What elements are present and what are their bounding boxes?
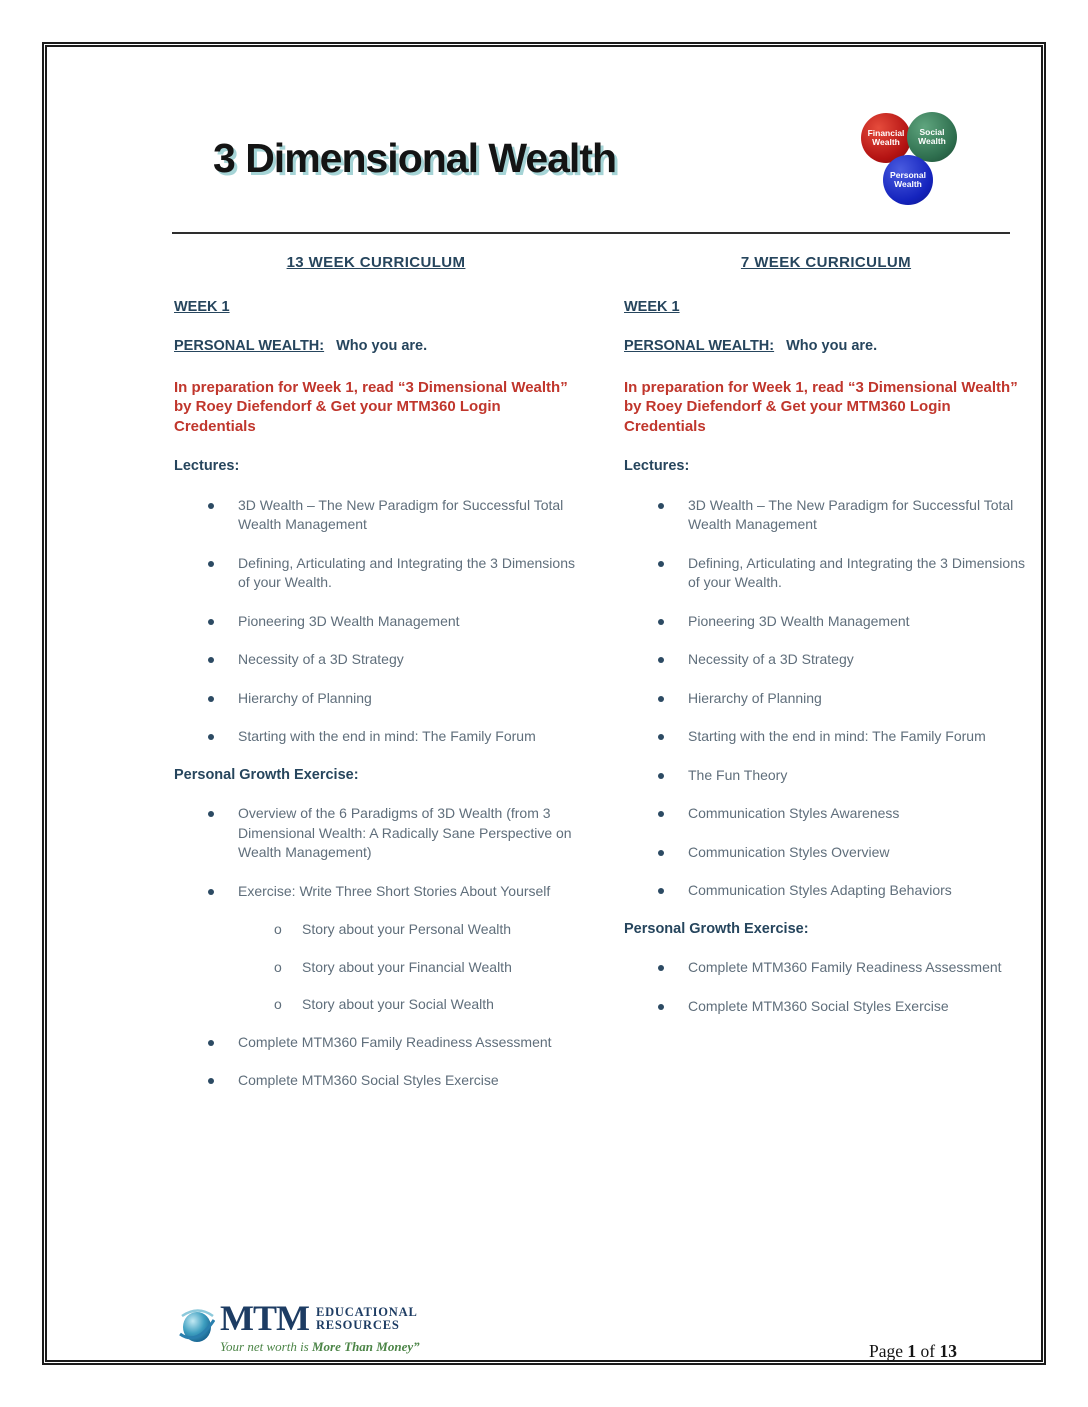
curriculum-column-7-week <box>624 253 1028 1035</box>
personal-growth-exercise-label: Personal Growth Exercise: <box>174 766 359 783</box>
week-label: WEEK 1 <box>174 298 230 315</box>
personal-wealth-circle <box>883 155 933 205</box>
personal-wealth-line <box>174 337 578 357</box>
personal-wealth-heading: PERSONAL WEALTH: <box>624 338 775 354</box>
lectures-label: Lectures: <box>174 458 240 474</box>
prep-note-line: Credentials <box>174 417 256 435</box>
globe-icon <box>179 1303 215 1354</box>
lecture-item: 3D Wealth – The New Paradigm for Successful Total Wealth Management <box>624 496 1028 535</box>
exercise-item: Complete MTM360 Family Readiness Assessment <box>174 1033 578 1053</box>
curriculum-column-13-week <box>174 253 578 1110</box>
mtm-tagline-emphasis: More Than Money” <box>312 1339 420 1354</box>
prep-note <box>624 378 1028 437</box>
lecture-item: 3D Wealth – The New Paradigm for Successful Total Wealth Management <box>174 496 578 535</box>
story-sub-item: o Story about your Social Wealth <box>174 995 578 1015</box>
lectures-list <box>174 496 578 747</box>
lecture-item: Necessity of a 3D Strategy <box>174 650 578 670</box>
mtm-logo-name: MTM <box>220 1298 309 1338</box>
page-border <box>42 42 1046 1365</box>
personal-wealth-heading: PERSONAL WEALTH: <box>174 338 325 354</box>
personal-wealth-label: Personal Wealth <box>890 169 926 189</box>
lecture-item: Starting with the end in mind: The Family Forum <box>624 727 1028 747</box>
exercise-list <box>174 804 578 901</box>
three-wealth-venn-logo <box>859 107 963 211</box>
page-label: Page <box>869 1341 904 1361</box>
mtm-tagline-prefix: Your net worth is <box>220 1339 312 1354</box>
lecture-item: Communication Styles Awareness <box>624 804 1028 824</box>
lecture-item: Defining, Articulating and Integrating the 3 Dimensions of your Wealth. <box>624 554 1028 593</box>
lecture-item: Pioneering 3D Wealth Management <box>624 612 1028 632</box>
exercise-list <box>624 958 1028 1016</box>
mtm-logo-subtitle-line1: EDUCATIONAL <box>315 1305 418 1319</box>
personal-wealth-line <box>624 337 1028 357</box>
exercise-list-continued <box>174 1033 578 1091</box>
page-number <box>869 1341 957 1362</box>
mtm-logo-subtitle-line2: RESOURCES <box>315 1318 400 1332</box>
page-title: 3 Dimensional Wealth <box>213 135 617 181</box>
prep-note-line: In preparation for Week 1, read “3 Dimensional Wealth” <box>624 378 1018 396</box>
column-header-13-week: 13 WEEK CURRICULUM <box>286 254 466 271</box>
personal-wealth-desc: Who you are. <box>786 338 878 354</box>
mtm-tagline <box>220 1339 420 1355</box>
page-current: 1 <box>907 1341 917 1361</box>
lecture-item: Defining, Articulating and Integrating the 3 Dimensions of your Wealth. <box>174 554 578 593</box>
exercise-item: Exercise: Write Three Short Stories About Yourself <box>174 882 578 902</box>
prep-note-line: In preparation for Week 1, read “3 Dimensional Wealth” <box>174 378 568 396</box>
of-label: of <box>920 1341 936 1361</box>
lecture-item: Communication Styles Overview <box>624 843 1028 863</box>
social-wealth-label: Social Wealth <box>918 126 946 146</box>
lecture-item: Pioneering 3D Wealth Management <box>174 612 578 632</box>
exercise-item: Complete MTM360 Family Readiness Assessment <box>624 958 1028 978</box>
lectures-label: Lectures: <box>624 458 690 474</box>
exercise-item: Complete MTM360 Social Styles Exercise <box>174 1071 578 1091</box>
column-header-7-week: 7 WEEK CURRICULUM <box>740 254 912 271</box>
lecture-item: Starting with the end in mind: The Family Forum <box>174 727 578 747</box>
personal-growth-exercise-label: Personal Growth Exercise: <box>624 920 809 937</box>
lecture-item: The Fun Theory <box>624 766 1028 786</box>
story-sublist <box>174 920 578 1015</box>
lectures-list <box>624 496 1028 901</box>
story-sub-item: o Story about your Personal Wealth <box>174 920 578 940</box>
mtm-footer-logo <box>179 1298 420 1355</box>
story-sub-item: o Story about your Financial Wealth <box>174 958 578 978</box>
personal-wealth-desc: Who you are. <box>336 338 428 354</box>
social-wealth-circle <box>907 112 957 162</box>
exercise-item: Complete MTM360 Social Styles Exercise <box>624 997 1028 1017</box>
week-label: WEEK 1 <box>624 298 680 315</box>
mtm-logo-text <box>220 1298 420 1355</box>
lecture-item: Necessity of a 3D Strategy <box>624 650 1028 670</box>
prep-note-line: Credentials <box>624 417 706 435</box>
lecture-item: Communication Styles Adapting Behaviors <box>624 881 1028 901</box>
financial-wealth-label: Financial Wealth <box>867 127 905 147</box>
exercise-item: Overview of the 6 Paradigms of 3D Wealth (from 3 Dimensional Wealth: A Radically Sane Perspective on Wealth Management) <box>174 804 578 863</box>
lecture-item: Hierarchy of Planning <box>624 689 1028 709</box>
mtm-logo-subtitle <box>316 1301 418 1332</box>
header-divider <box>172 232 1010 234</box>
prep-note-line: by Roey Diefendorf & Get your MTM360 Login <box>624 398 951 415</box>
prep-note <box>174 378 578 437</box>
lecture-item: Hierarchy of Planning <box>174 689 578 709</box>
page-total: 13 <box>939 1341 957 1361</box>
prep-note-line: by Roey Diefendorf & Get your MTM360 Login <box>174 398 501 415</box>
